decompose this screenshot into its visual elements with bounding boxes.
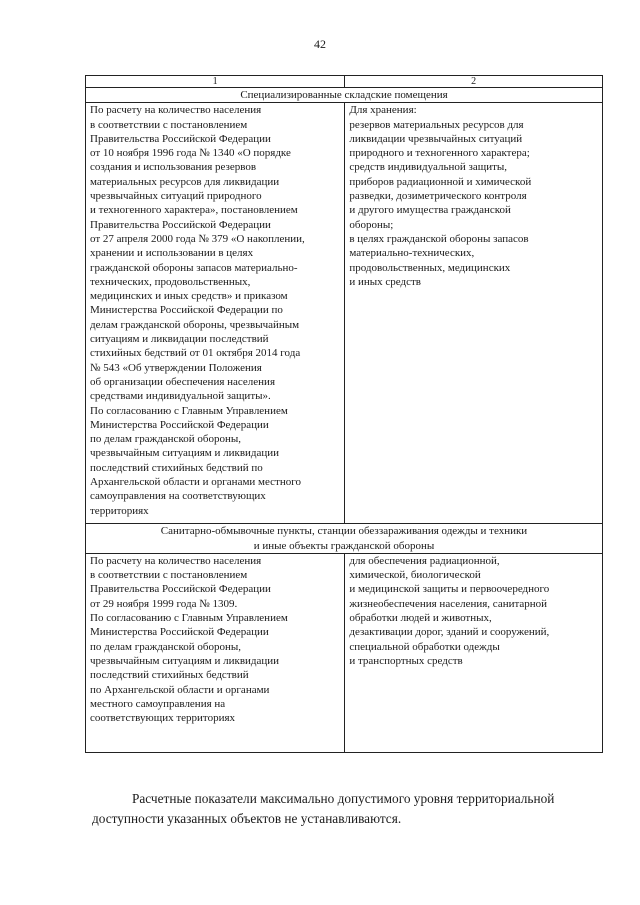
text-line: средств индивидуальной защиты,	[349, 161, 508, 174]
column-number-1: 1	[86, 76, 345, 88]
purpose-cell	[345, 103, 603, 524]
table-row	[86, 553, 603, 752]
text-line: материальных ресурсов для ликвидации	[90, 175, 280, 188]
text-line: материально-технических,	[349, 247, 475, 260]
text-line: хранении и использовании в целях	[90, 247, 254, 260]
table-row	[86, 103, 603, 524]
text-line: чрезвычайным ситуациям и ликвидации	[90, 447, 280, 460]
text-line: для обеспечения радиационной,	[349, 554, 500, 567]
section-title-line: Санитарно-обмывочные пункты, станции обеззараживания одежды и техники	[160, 525, 528, 538]
text-line: разведки, дозиметрического контроля	[349, 190, 527, 203]
text-line: и транспортных средств	[349, 654, 463, 667]
text-line: в соответствии с постановлением	[90, 569, 248, 582]
text-line: резервов материальных ресурсов для	[349, 118, 524, 131]
text-line: соответствующих территориях	[90, 712, 236, 725]
section-header-row	[86, 88, 603, 103]
text-line: По расчету на количество населения	[90, 104, 262, 117]
text-line: обработки людей и животных,	[349, 612, 492, 625]
text-line: По согласованию с Главным Управлением	[90, 612, 288, 625]
text-line: химической, биологической	[349, 569, 481, 582]
text-line: и иных средств	[349, 275, 421, 288]
text-line: чрезвычайных ситуаций природного	[90, 190, 262, 203]
footer-line: Расчетные показатели максимально допустимого уровня территориальной	[132, 791, 555, 806]
text-line: по Архангельской области и органами	[90, 683, 270, 696]
text-line: дезактивации дорог, зданий и сооружений,	[349, 626, 550, 639]
text-line: чрезвычайным ситуациям и ликвидации	[90, 654, 280, 667]
text-line: Архангельской области и органами местного	[90, 476, 301, 489]
purpose-cell	[345, 553, 603, 752]
text-line: Для хранения:	[349, 104, 417, 117]
text-line: стихийных бедствий от 01 октября 2014 года	[90, 347, 301, 360]
text-line: средствами индивидуальной защиты».	[90, 390, 271, 403]
text-line: продовольственных, медицинских	[349, 261, 511, 274]
text-line: Министерства Российской Федерации	[90, 626, 269, 639]
text-line: местного самоуправления на	[90, 697, 226, 710]
section-title-line: Специализированные складские помещения	[240, 89, 448, 101]
text-line: Правительства Российской Федерации	[90, 132, 271, 145]
text-line: от 29 ноября 1999 года № 1309.	[90, 597, 238, 610]
text-line: ситуациям и ликвидации последствий	[90, 333, 269, 346]
text-line: последствий стихийных бедствий по	[90, 461, 263, 474]
text-line: гражданской обороны запасов материально-	[90, 261, 298, 274]
text-line: и техногенного характера», постановлением	[90, 204, 298, 217]
text-line: от 10 ноября 1996 года № 1340 «О порядке	[90, 147, 291, 160]
column-number-2: 2	[345, 76, 603, 88]
text-line: № 543 «Об утверждении Положения	[90, 361, 262, 374]
text-line: в целях гражданской обороны запасов	[349, 232, 529, 245]
text-line: Министерства Российской Федерации	[90, 418, 269, 431]
text-line: создания и использования резервов	[90, 161, 257, 174]
requirements-cell	[86, 103, 345, 524]
text-line: последствий стихийных бедствий	[90, 669, 249, 682]
section-header-row	[86, 524, 603, 554]
document-table	[85, 75, 603, 753]
text-line: Правительства Российской Федерации	[90, 218, 271, 231]
text-line: Министерства Российской Федерации по	[90, 304, 283, 317]
text-line: жизнеобеспечения населения, санитарной	[349, 597, 548, 610]
text-line: территориях	[90, 504, 149, 517]
text-line: медицинских и иных средств» и приказом	[90, 290, 288, 303]
text-line: и другого имущества гражданской	[349, 204, 511, 217]
text-line: Правительства Российской Федерации	[90, 583, 271, 596]
text-line: по делам гражданской обороны,	[90, 433, 241, 446]
text-line: ликвидации чрезвычайных ситуаций	[349, 132, 523, 145]
text-line: от 27 апреля 2000 года № 379 «О накоплении,	[90, 232, 305, 245]
text-line: по делам гражданской обороны,	[90, 640, 241, 653]
text-line: делам гражданской обороны, чрезвычайным	[90, 318, 300, 331]
text-line: обороны;	[349, 218, 394, 231]
requirements-cell	[86, 553, 345, 752]
text-line: технических, продовольственных,	[90, 275, 251, 288]
text-line: и медицинской защиты и первоочередного	[349, 583, 550, 596]
section-title-line: и иные объекты гражданской обороны	[253, 539, 435, 552]
text-line: приборов радиационной и химической	[349, 175, 532, 188]
section-title-sanitary	[86, 524, 603, 554]
text-line: об организации обеспечения населения	[90, 375, 276, 388]
column-number-row	[86, 76, 603, 88]
footer-paragraph	[92, 789, 602, 829]
text-line: природного и техногенного характера;	[349, 147, 530, 160]
text-line: в соответствии с постановлением	[90, 118, 248, 131]
text-line: самоуправления на соответствующих	[90, 490, 266, 503]
text-line: По расчету на количество населения	[90, 554, 262, 567]
text-line: специальной обработки одежды	[349, 640, 500, 653]
section-title-storage	[86, 88, 603, 103]
page-number: 42	[314, 37, 326, 51]
footer-line: доступности указанных объектов не устанавливаются.	[92, 811, 402, 826]
text-line: По согласованию с Главным Управлением	[90, 404, 288, 417]
